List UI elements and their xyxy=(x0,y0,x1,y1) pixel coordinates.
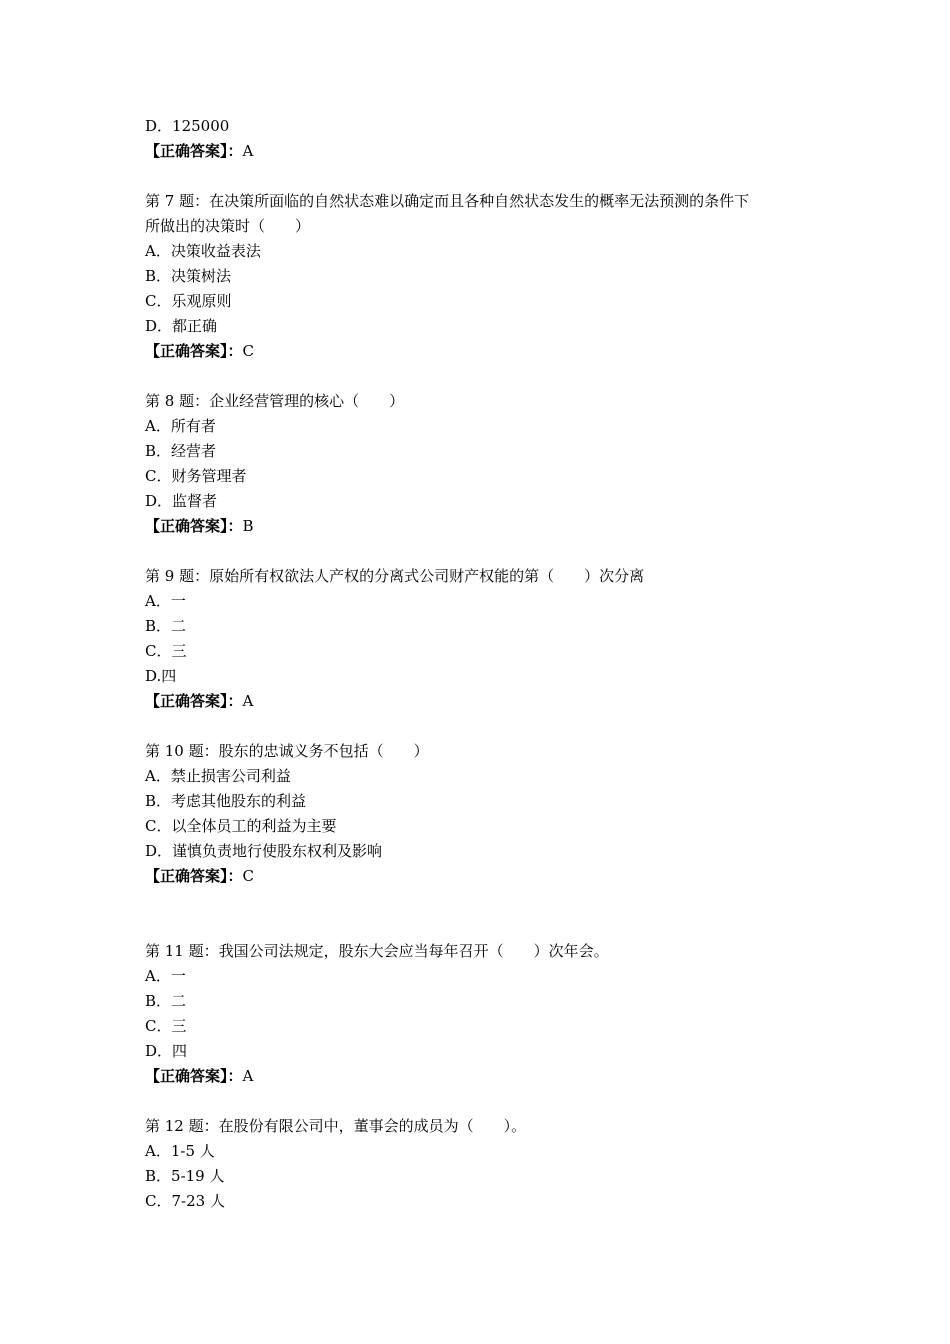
correct-answer: 【正确答案】：C xyxy=(145,342,255,360)
question-10-text: 第 10 题：股东的忠诚义务不包括（ ） xyxy=(145,742,429,760)
option-c: C．以全体员工的利益为主要 xyxy=(145,817,337,835)
answer-value: A xyxy=(242,1067,254,1085)
option-c: C．三 xyxy=(145,642,187,660)
option-a: A．一 xyxy=(145,967,186,985)
question-11-text: 第 11 题：我国公司法规定，股东大会应当每年召开（ ）次年会。 xyxy=(145,942,609,960)
option-b: B．考虑其他股东的利益 xyxy=(145,792,307,810)
option-a: A．1-5 人 xyxy=(145,1142,215,1160)
option-d: D．都正确 xyxy=(145,317,218,335)
option-a: A．一 xyxy=(145,592,186,610)
option-b: B．决策树法 xyxy=(145,267,232,285)
option-b: B．5-19 人 xyxy=(145,1167,225,1185)
option-a: A．决策收益表法 xyxy=(145,242,261,260)
document-page xyxy=(145,114,825,1214)
option-d: D．四 xyxy=(145,1042,188,1060)
answer-value: C xyxy=(242,867,255,885)
option-c: C．7-23 人 xyxy=(145,1192,225,1210)
question-8-text: 第 8 题：企业经营管理的核心（ ） xyxy=(145,392,405,410)
question-9-text: 第 9 题：原始所有权欲法人产权的分离式公司财产权能的第（ ）次分离 xyxy=(145,567,645,585)
question-7-text-line1: 第 7 题：在决策所面临的自然状态难以确定而且各种自然状态发生的概率无法预测的条件下 xyxy=(145,192,750,210)
option-a: A．禁止损害公司利益 xyxy=(145,767,291,785)
option-d: D．监督者 xyxy=(145,492,218,510)
option-b: B．二 xyxy=(145,617,187,635)
answer-value: A xyxy=(242,142,254,160)
option-d: D.四 xyxy=(145,667,177,685)
option-d: D．谨慎负责地行使股东权利及影响 xyxy=(145,842,383,860)
option-c: C．三 xyxy=(145,1017,187,1035)
option-d: D．125000 xyxy=(145,117,230,135)
option-b: B．二 xyxy=(145,992,187,1010)
answer-value: C xyxy=(242,342,255,360)
option-c: C．乐观原则 xyxy=(145,292,232,310)
option-c: C．财务管理者 xyxy=(145,467,247,485)
option-b: B．经营者 xyxy=(145,442,217,460)
correct-answer: 【正确答案】：C xyxy=(145,867,255,885)
answer-value: A xyxy=(242,692,254,710)
correct-answer: 【正确答案】：B xyxy=(145,517,254,535)
question-7-text-line2: 所做出的决策时（ ） xyxy=(145,217,311,235)
option-a: A．所有者 xyxy=(145,417,216,435)
correct-answer: 【正确答案】：A xyxy=(145,1067,254,1085)
correct-answer: 【正确答案】：A xyxy=(145,142,254,160)
correct-answer: 【正确答案】：A xyxy=(145,692,254,710)
answer-value: B xyxy=(242,517,254,535)
question-12-text: 第 12 题：在股份有限公司中，董事会的成员为（ ）。 xyxy=(145,1117,527,1135)
